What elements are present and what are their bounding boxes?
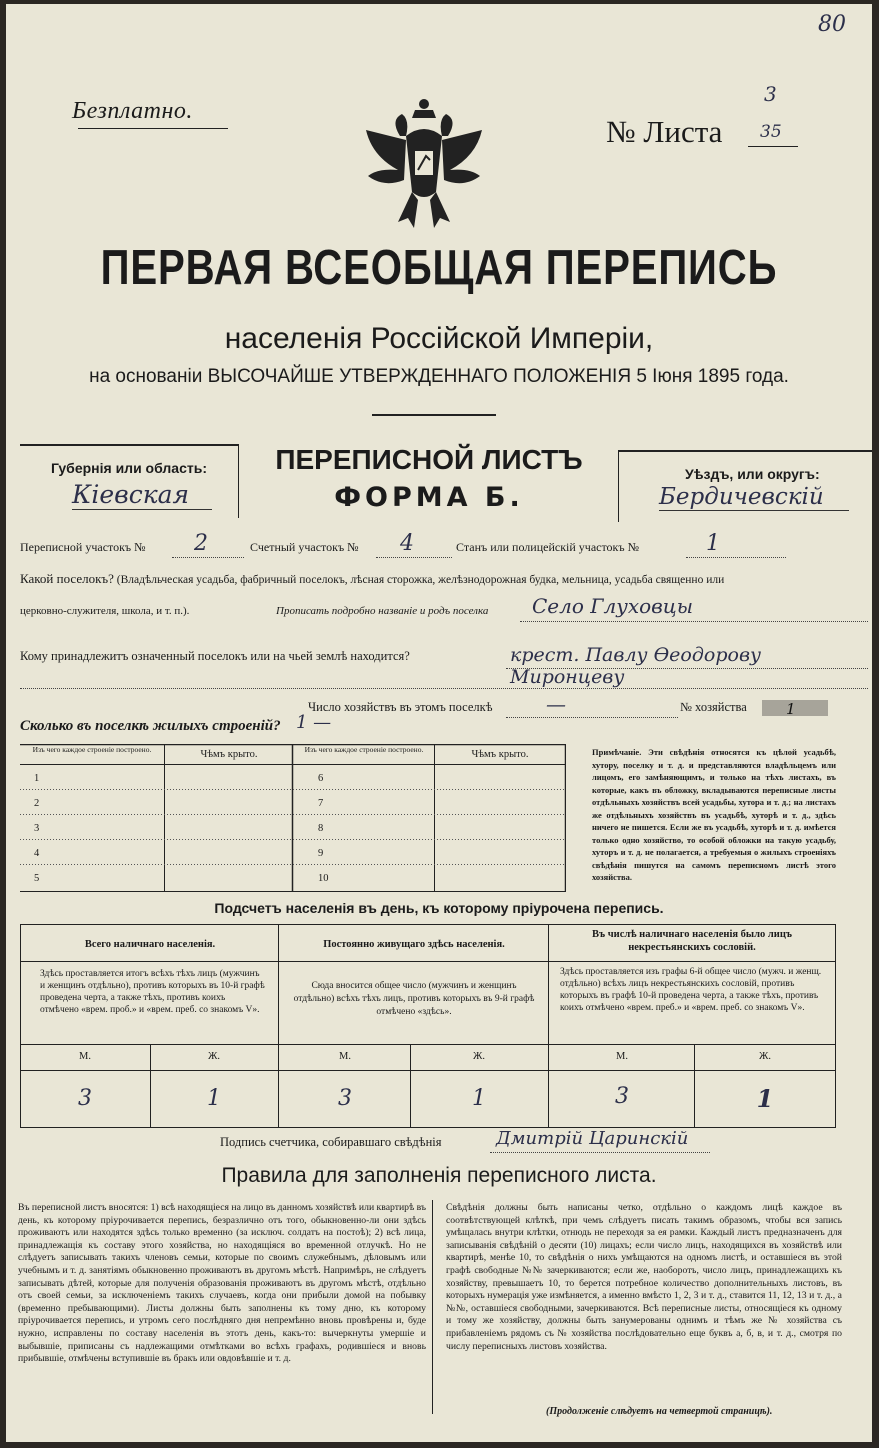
continued-note: (Продолженіе слѣдуетъ на четвертой страницѣ).: [546, 1406, 773, 1417]
subtitle: населенія Россійской Имперіи,: [224, 322, 654, 355]
households-label: Число хозяйствъ въ этомъ поселкѣ: [308, 700, 493, 714]
counting-district-label: Счетный участокъ №: [250, 540, 359, 554]
rules-divider: [432, 1200, 433, 1414]
signature-value: Дмитрій Царинскій: [496, 1128, 689, 1149]
counting-district-value: 4: [400, 531, 414, 556]
pop-col-2-m-label: М.: [339, 1051, 351, 1062]
settlement-hint: (Владѣльческая усадьба, фабричный поселокъ, лѣсная сторожка, желѣзнодорожная будка, мельница, усадьба священно или: [116, 574, 725, 586]
pop-col-3-m-value: 3: [615, 1084, 629, 1109]
row-num-7: 7: [318, 798, 324, 809]
census-district-value: 2: [194, 531, 208, 556]
note-title: Примѣчаніе.: [592, 747, 642, 757]
col-roof-left: Чѣмъ крыто.: [200, 749, 258, 760]
households-value: —: [546, 692, 566, 716]
gubernia-value: Кіевская: [72, 480, 212, 510]
settlement-hint-2: церковно-служителя, школа, и т. п.).: [20, 605, 190, 617]
pop-col-2-header: Постоянно живущаго здѣсь населенія.: [323, 939, 505, 950]
population-title: Подсчетъ населенія въ день, къ которому пріурочена перепись.: [214, 900, 664, 916]
pop-col-1-f-value: 1: [207, 1086, 221, 1111]
rules-right-column: Свѣдѣнія должны быть написаны четко, отдѣльно о каждомъ лицѣ каждое въ соотвѣтствующей клѣткѣ, при чемъ слѣдуетъ писать такимъ образомъ, чтобы вся запись умѣщалась внутри клѣтки, отнюдь не переходя за ея рамки. Каждый листъ предназначенъ для записыванія свѣдѣній о десяти (10) лицахъ; если число лицъ, находящихся въ хозяйствѣ или квартирѣ, менѣе 10, то свѣдѣнія о нихъ умѣщаются на одномъ листѣ, и оставшіеся въ этой графѣ свободные №№ зачеркиваются; если же, наоборотъ, число лицъ, принадлежащихъ къ хозяйству, превышаетъ 10, то берется потребное количество дополнительныхъ листовъ, въ которыхъ нумерація уже измѣняется, а именно вмѣсто 1, 2, 3 и т. д., ставится 11, 12, 13 и т. д., а №№, оставшіеся свободными, зачеркиваются. Всѣ переписные листы, относящіеся къ одному и тому же хозяйству, должны быть занумерованы однимъ и тѣмъ же № хозяйства съ прибавленіемъ рядомъ съ № хозяйства послѣдовательно еще буквъ а, б, в, и т. д., смотря по числу переписныхъ листовъ хозяйства.: [446, 1202, 842, 1352]
archive-page-mark: 3: [764, 82, 777, 106]
sheet-number-box: [748, 122, 798, 147]
signature-label: Подпись счетчика, собиравшаго свѣдѣнія: [220, 1135, 442, 1149]
pop-col-2-f-value: 1: [472, 1086, 486, 1111]
row-num-3: 3: [34, 823, 40, 834]
buildings-value: 1 —: [296, 712, 332, 733]
pop-col-1-header: Всего наличнаго населенія.: [84, 939, 216, 950]
double-headed-eagle-icon: [362, 96, 486, 232]
census-form-page: [6, 4, 872, 1442]
buildings-note: [592, 746, 836, 884]
census-district-label: Переписной участокъ №: [20, 540, 146, 554]
settlement-question: Какой поселокъ?: [20, 571, 114, 586]
pop-col-1-f-label: Ж.: [207, 1051, 221, 1062]
buildings-table-grid: [20, 744, 566, 892]
pop-col-1-desc: Здѣсь проставляется итогъ всѣхъ тѣхъ лицъ (мужчинъ и женщинъ отдѣльно), противъ которыхъ въ 10-й графѣ проведена черта, а также тѣхъ, противъ коихъ отмѣчено «врем. проб.» и «врем. преб. со знакомъ V».: [40, 969, 265, 1015]
row-num-2: 2: [34, 798, 40, 809]
settlement-instruction: Прописать подробно названіе и родъ поселка: [276, 605, 489, 617]
uezd-label: Уѣздъ, или округъ:: [685, 466, 820, 482]
pop-col-3-desc: Здѣсь проставляется изъ графы 6-й общее число (мужч. и женщ. отдѣльно) всѣхъ лицъ некрестьянскихъ сословій, противъ которыхъ въ графѣ 10-й проведена черта, а также тѣхъ, противъ коихъ отмѣчено «врем. преб.» и «врем. преб. со знакомъ V».: [560, 967, 822, 1013]
row-num-1: 1: [34, 773, 40, 784]
pop-col-2-desc: Сюда вносится общее число (мужчинъ и женщинъ отдѣльно) всѣхъ тѣхъ лицъ, противъ которыхъ въ 9-й графѣ отмѣчено «здѣсь».: [293, 981, 535, 1017]
sheet-number-value: 35: [760, 122, 782, 142]
stan-value: 1: [706, 531, 720, 556]
row-num-10: 10: [318, 873, 329, 884]
uezd-box: [618, 450, 872, 522]
col-roof-right: Чѣмъ крыто.: [471, 749, 529, 760]
rules-left-column: Въ переписной листъ вносятся: 1) всѣ находящіеся на лицо въ данномъ хозяйствѣ или квартирѣ въ день, къ которому пріурочивается перепись, безразлично отъ того, обыкновенно-ли они здѣсь проживаютъ или находятся здѣсь только временно (за исключ. солдатъ на постоѣ); 2) всѣ лица, принадлежащія къ составу этого хозяйства, но находящіяся во временной отлучкѣ. Но не слѣдуетъ записывать такихъ членовъ семьи, которые по своимъ служебнымъ, дѣловымъ или учебнымъ и т. д. занятіямъ обыкновенно проживаютъ въ другомъ мѣстѣ. Напримѣръ, не слѣдуетъ записывать дѣтей, которые для полученія образованія проживаютъ въ другомъ мѣстѣ, отдѣльно отъ своей семьи, за исключеніемъ такихъ случаевъ, когда они прибыли домой на побывку (временно пребывающими). Листы должны быть заполнены къ тому дню, къ которому пріурочивается перепись, и утромъ сего послѣдняго дня непремѣнно вновь провѣрены и, буде нужно, исправлены по составу населенія въ этотъ день, какъ-то: вычеркнуты умершіе и выбывшіе, приписаны съ надлежащими отмѣтками во всѣхъ графахъ, родившіеся и вновь прибывшіе, отмѣчены вступившіе въ бракъ или овдовѣвшіе и т. д.: [18, 1202, 427, 1365]
buildings-question: Сколько въ поселкѣ жилыхъ строеній?: [20, 718, 281, 734]
pop-col-3-f-value: 1: [756, 1084, 774, 1113]
pop-col-2-m-value: 3: [338, 1086, 352, 1111]
row-num-5: 5: [34, 873, 40, 884]
pop-col-3-header: Въ числѣ наличнаго населенія было лицъ некрестьянскихъ сословій.: [591, 929, 793, 953]
settlement-value: Село Глуховцы: [532, 594, 694, 618]
main-title: ПЕРВАЯ ВСЕОБЩАЯ ПЕРЕПИСЬ: [100, 241, 778, 295]
archive-number-mark: 80: [818, 12, 846, 37]
basis-line: на основаніи ВЫСОЧАЙШЕ УТВЕРЖДЕННАГО ПОЛОЖЕНІЯ 5 Іюня 1895 года.: [89, 366, 789, 387]
row-num-6: 6: [318, 773, 324, 784]
pop-col-1-m-label: М.: [79, 1051, 91, 1062]
note-text: Эти свѣдѣнія относятся къ цѣлой усадьбѣ, хутору, поселку и т. д. и представляются владѣльцемъ или лицомъ, его замѣняющимъ, и только на тѣхъ листахъ, въ которые, какъ въ обложку, вкладываются переписные листы отдѣльныхъ хозяйствъ всей усадьбы, хутора и т. д.; на листахъ же отдѣльныхъ хозяйствъ въ усадьбѣ, хуторѣ и т. д., здѣсь ничего не пишется. Если же въ усадьбѣ, хуторѣ и т. д. имѣется только одно хозяйство, то особой обложки на такую усадьбу, хуторъ и т. д. не полагается, а требуемыя о жилыхъ строеніяхъ свѣдѣнія пишутся на самомъ переписномъ листѣ этого хозяйства.: [592, 747, 836, 882]
free-underline: [78, 128, 228, 129]
population-table: [20, 924, 836, 1128]
row-num-8: 8: [318, 823, 324, 834]
stan-label: Станъ или полицейскій участокъ №: [456, 540, 640, 554]
header-divider: [372, 414, 496, 416]
form-type: ФОРМА Б.: [334, 482, 524, 513]
col-material-left: Изъ чего каждое строеніе построено.: [32, 745, 152, 754]
gubernia-box: [20, 444, 239, 518]
rules-title: Правила для заполненія переписного листа.: [221, 1164, 657, 1187]
buildings-table: [20, 744, 566, 892]
row-num-4: 4: [34, 848, 40, 859]
household-number-value: 1: [786, 700, 796, 718]
pop-col-3-f-label: Ж.: [758, 1051, 772, 1062]
pop-col-2-f-label: Ж.: [472, 1051, 486, 1062]
pop-col-3-m-label: М.: [616, 1051, 628, 1062]
free-label: Безплатно.: [72, 98, 193, 124]
sheet-number-label: № Листа: [606, 114, 723, 149]
settlement-line: [20, 572, 870, 587]
col-material-right: Изъ чего каждое строеніе построено.: [304, 745, 424, 754]
row-num-9: 9: [318, 848, 324, 859]
gubernia-label: Губернія или область:: [50, 460, 208, 476]
household-number-label: № хозяйства: [680, 700, 747, 714]
uezd-value: Бердичевскій: [659, 484, 849, 511]
form-title: ПЕРЕПИСНОЙ ЛИСТЪ: [275, 444, 583, 475]
pop-col-1-m-value: 3: [78, 1086, 92, 1111]
owner-question: Кому принадлежитъ означенный поселокъ или на чьей землѣ находится?: [20, 649, 410, 663]
owner-value: крест. Павлу Өеодорову Миронцеву: [510, 644, 762, 688]
household-number-box: [762, 700, 828, 716]
